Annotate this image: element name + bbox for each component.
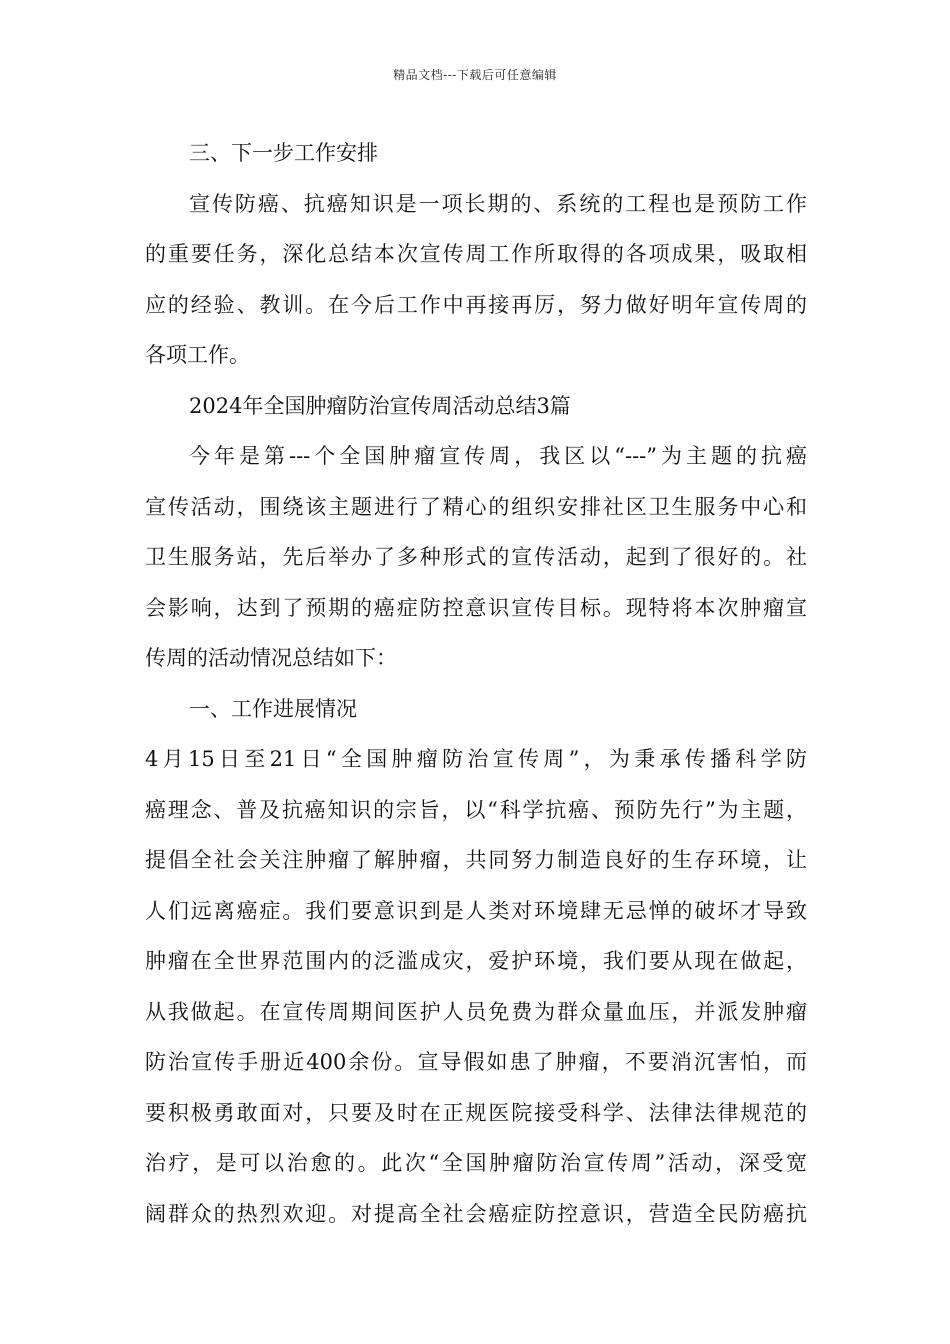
text-line: 防治宣传手册近400余份。宣导假如患了肿瘤，不要消沉害怕，而 — [145, 1050, 807, 1074]
text-line: 宣传防癌、抗癌知识是一项长期的、系统的工程也是预防工作 — [189, 191, 807, 216]
text-line: 的重要任务，深化总结本次宣传周工作所取得的各项成果，吸取相 — [145, 242, 807, 266]
text-line: 传周的活动情况总结如下： — [145, 646, 397, 670]
text-line: 要积极勇敢面对，只要及时在正规医院接受科学、法律法律规范的 — [145, 1100, 807, 1125]
text-line: 会影响，达到了预期的癌症防控意识宣传目标。现特将本次肿瘤宣 — [145, 595, 807, 620]
text-line: 从我做起。在宣传周期间医护人员免费为群众量血压，并派发肿瘤 — [145, 999, 807, 1024]
text-line: 今年是第---个全国肿瘤宣传周，我区以“---”为主题的抗癌 — [189, 444, 807, 468]
text-line: 4月15日至21日“全国肿瘤防治宣传周”，为秉承传播科学防 — [145, 747, 807, 771]
text-line: 人们远离癌症。我们要意识到是人类对环境肆无忌惮的破坏才导致 — [145, 898, 807, 923]
page-header: 精品文档---下载后可任意编辑 — [393, 68, 557, 82]
text-line: 三、下一步工作安排 — [189, 141, 378, 165]
subsection-heading: 一、工作进展情况 — [189, 696, 357, 721]
section-title: 2024年全国肿瘤防治宣传周活动总结3篇 — [189, 393, 571, 418]
text-line: 肿瘤在全世界范围内的泛滥成灾，爱护环境，我们要从现在做起， — [145, 949, 807, 973]
text-line: 癌理念、普及抗癌知识的宗旨，以“科学抗癌、预防先行”为主题， — [145, 797, 807, 822]
text-line: 治疗，是可以治愈的。此次“全国肿瘤防治宣传周”活动，深受宽 — [145, 1151, 807, 1175]
text-line: 卫生服务站，先后举办了多种形式的宣传活动，起到了很好的。社 — [145, 545, 807, 569]
text-line: 应的经验、教训。在今后工作中再接再厉，努力做好明年宣传周的 — [145, 292, 807, 317]
document-body — [145, 128, 807, 1239]
text-line: 阔群众的热烈欢迎。对提高全社会癌症防控意识，营造全民防癌抗 — [145, 1201, 807, 1226]
text-line: 各项工作。 — [145, 343, 250, 367]
text-line: 宣传活动，围绕该主题进行了精心的组织安排社区卫生服务中心和 — [145, 494, 807, 519]
text-line: 提倡全社会关注肿瘤了解肿瘤，共同努力制造良好的生存环境，让 — [145, 848, 807, 872]
